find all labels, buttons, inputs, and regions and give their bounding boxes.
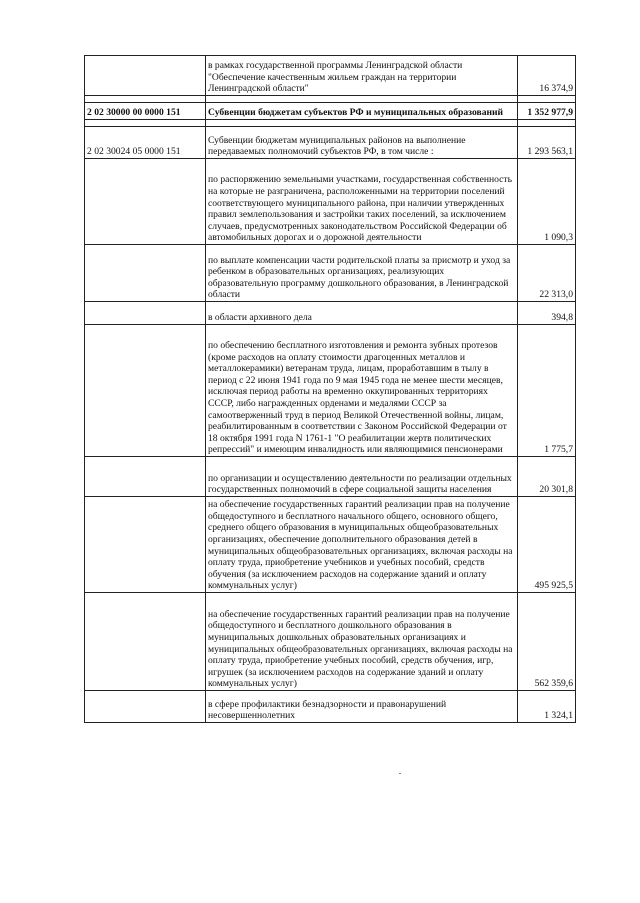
row-code — [85, 497, 206, 593]
row-amount: 1 324,1 — [518, 691, 576, 723]
table-row — [85, 457, 576, 497]
row-code — [85, 245, 206, 302]
row-name: в рамках государственной программы Ленинградской области "Обеспечение качественным жильем граждан на территории Ленинградской области" — [206, 56, 518, 96]
table-row — [85, 325, 576, 457]
row-name: по распоряжению земельными участками, государственная собственность на которые не разграничена, расположенными на территории поселений соответствующего муниципального района, при наличии утвержденных правил землепользования и застройки таких поселений, за исключением случаев, предусмотренных законодательством Российской Федерации об автомобильных дорогах и о дорожной деятельности — [206, 159, 518, 245]
table-row — [85, 127, 576, 159]
row-amount: 562 359,6 — [518, 593, 576, 691]
row-name: Субвенции бюджетам муниципальных районов на выполнение передаваемых полномочий субъектов РФ, в том числе : — [206, 127, 518, 159]
table-row — [85, 159, 576, 245]
row-code: 2 02 30000 00 0000 151 — [85, 103, 206, 120]
row-code — [85, 691, 206, 723]
table-row — [85, 103, 576, 120]
table-row — [85, 497, 576, 593]
table-row — [85, 593, 576, 691]
row-code — [85, 457, 206, 497]
row-name: по организации и осуществлению деятельности по реализации отдельных государственных полномочий в сфере социальной защиты населения — [206, 457, 518, 497]
row-name: Субвенции бюджетам субъектов РФ и муниципальных образований — [206, 103, 518, 120]
table-row — [85, 302, 576, 325]
row-amount: 1 352 977,9 — [518, 103, 576, 120]
table-spacer-row — [85, 96, 576, 103]
spacer-cell — [206, 96, 518, 103]
row-amount: 20 301,8 — [518, 457, 576, 497]
table-row — [85, 56, 576, 96]
row-code — [85, 302, 206, 325]
table-row — [85, 691, 576, 723]
spacer-cell — [85, 96, 206, 103]
row-code — [85, 325, 206, 457]
row-code — [85, 56, 206, 96]
row-name: в сфере профилактики безнадзорности и правонарушений несовершеннолетних — [206, 691, 518, 723]
row-name: по обеспечению бесплатного изготовления и ремонта зубных протезов (кроме расходов на оплату стоимости драгоценных металлов и металлокерамики) ветеранам труда, лицам, проработавшим в тылу в период с 22 июня 1941 года по 9 мая 1945 года не менее шести месяцев, исключая период работы на временно оккупированных территориях СССР, либо награжденных орденами и медалями СССР за самоотверженный труд в период Великой Отечественной войны, лицам, реабилитированным в соответствии с Законом Российской Федерации от 18 октября 1991 года N 1761-1 "О реабилитации жертв политических репрессий" и имеющим инвалидность или являющимися пенсионерами — [206, 325, 518, 457]
row-code — [85, 593, 206, 691]
row-code: 2 02 30024 05 0000 151 — [85, 127, 206, 159]
row-name: на обеспечение государственных гарантий реализации прав на получение общедоступного и бесплатного дошкольного образования в муниципальных дошкольных образовательных организациях и муниципальных общеобразовательных организациях, включая расходы на оплату труда, приобретение учебных пособий, средств обучения, игр, игрушек (за исключением расходов на содержание зданий и оплату коммунальных услуг) — [206, 593, 518, 691]
row-amount: 1 293 563,1 — [518, 127, 576, 159]
scan-speck — [399, 773, 401, 774]
row-name: по выплате компенсации части родительской платы за присмотр и уход за ребенком в образовательных организациях, реализующих образовательную программу дошкольного образования, в Ленинградской области — [206, 245, 518, 302]
row-amount: 16 374,9 — [518, 56, 576, 96]
row-amount: 22 313,0 — [518, 245, 576, 302]
spacer-cell — [518, 120, 576, 127]
table-row — [85, 245, 576, 302]
row-name: в области архивного дела — [206, 302, 518, 325]
row-amount: 394,8 — [518, 302, 576, 325]
spacer-cell — [206, 120, 518, 127]
row-amount: 1 090,3 — [518, 159, 576, 245]
row-name: на обеспечение государственных гарантий реализации прав на получение общедоступного и бесплатного начального общего, основного общего, среднего общего образования в муниципальных общеобразовательных организациях, обеспечение дополнительного образования детей в муниципальных общеобразовательных организациях, включая расходы на оплату труда, приобретение учебников и учебных пособий, средств обучения (за исключением расходов на содержание зданий и оплату коммунальных услуг) — [206, 497, 518, 593]
spacer-cell — [85, 120, 206, 127]
row-amount: 495 925,5 — [518, 497, 576, 593]
budget-table — [84, 55, 576, 723]
table-spacer-row — [85, 120, 576, 127]
row-code — [85, 159, 206, 245]
row-amount: 1 775,7 — [518, 325, 576, 457]
spacer-cell — [518, 96, 576, 103]
